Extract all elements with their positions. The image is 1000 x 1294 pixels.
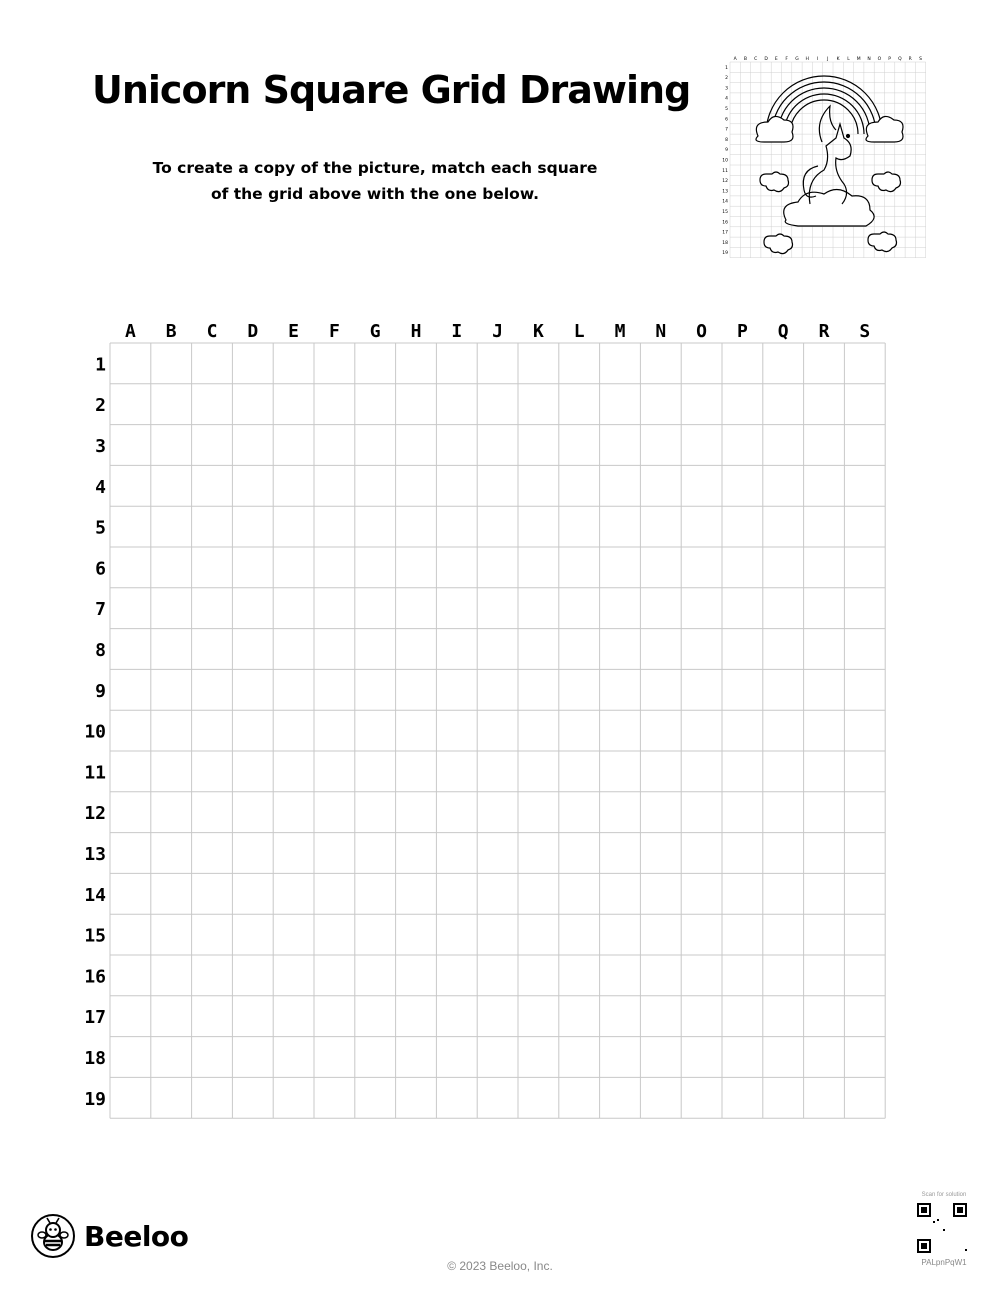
reference-column-label: K (836, 57, 840, 62)
column-label: N (655, 321, 667, 342)
column-label: M (614, 321, 626, 342)
reference-row-label: 5 (725, 106, 728, 112)
row-label: 2 (95, 395, 106, 417)
instructions-line-2: of the grid above with the one below. (210, 185, 540, 203)
reference-column-label: L (847, 57, 850, 62)
column-label: J (492, 321, 504, 342)
beeloo-logo (30, 1213, 188, 1259)
column-label: E (288, 321, 300, 342)
reference-row-label: 6 (725, 117, 728, 123)
copyright: © 2023 Beeloo, Inc. (447, 1259, 553, 1273)
reference-column-label: R (908, 57, 912, 62)
row-label: 13 (84, 844, 106, 865)
row-label: 19 (84, 1088, 106, 1110)
reference-row-label: 2 (725, 76, 728, 82)
column-label: O (696, 321, 708, 342)
row-label: 1 (95, 354, 106, 376)
column-label: B (165, 321, 177, 342)
column-label: L (573, 321, 585, 342)
reference-column-label: I (816, 57, 819, 62)
row-label: 14 (84, 884, 106, 906)
column-label: G (369, 321, 381, 342)
reference-column-label: O (877, 57, 882, 62)
reference-row-label: 14 (722, 199, 728, 205)
row-label: 4 (95, 476, 106, 498)
column-label: F (328, 321, 340, 342)
column-label: K (532, 321, 544, 342)
reference-row-label: 15 (722, 209, 728, 215)
column-label: A (124, 321, 136, 342)
qr-code-text: PALpnPqW1 (921, 1258, 967, 1267)
reference-column-label: G (795, 57, 799, 62)
reference-row-label: 9 (725, 148, 728, 154)
reference-row-label: 11 (722, 168, 728, 174)
column-label: H (410, 321, 422, 342)
reference-row-label: 17 (722, 230, 728, 236)
reference-column-label: C (754, 57, 758, 62)
row-label: 6 (95, 558, 106, 580)
reference-column-label: F (785, 57, 788, 62)
row-label: 15 (84, 925, 106, 947)
reference-column-label: S (919, 57, 922, 62)
reference-row-label: 4 (725, 96, 728, 102)
row-label: 3 (95, 436, 106, 457)
column-label: P (736, 321, 748, 342)
instructions-line-1: To create a copy of the picture, match each square (152, 159, 598, 177)
reference-row-label: 12 (722, 179, 728, 185)
row-label: 11 (84, 762, 106, 784)
reference-column-label: P (888, 57, 892, 62)
reference-row-label: 7 (725, 127, 728, 133)
reference-column-label: B (743, 57, 747, 62)
row-label: 12 (84, 803, 106, 825)
grid-lines (110, 343, 885, 1118)
row-label: 7 (95, 599, 106, 621)
reference-row-label: 13 (722, 189, 728, 195)
qr-caption: Scan for solution (921, 1192, 967, 1198)
qr-code-icon[interactable] (917, 1203, 967, 1253)
row-label: 8 (95, 640, 106, 661)
column-label: Q (777, 321, 789, 342)
row-label: 10 (84, 721, 106, 743)
column-label: D (247, 321, 259, 342)
reference-column-label: J (827, 57, 829, 62)
column-label: R (818, 321, 830, 342)
row-label: 18 (84, 1048, 106, 1069)
reference-column-label: D (764, 57, 768, 62)
column-label: I (451, 321, 463, 342)
bee-icon (30, 1213, 76, 1259)
reference-row-label: 16 (722, 220, 728, 226)
row-label: 16 (84, 966, 106, 988)
column-label: S (859, 321, 871, 342)
reference-column-label: M (856, 57, 861, 62)
row-label: 9 (95, 680, 106, 702)
reference-column-label: A (733, 57, 737, 62)
brand-name: Beeloo (84, 1219, 189, 1253)
reference-column-label: H (805, 57, 809, 62)
reference-row-label: 3 (725, 86, 728, 92)
page-title: Unicorn Square Grid Drawing (92, 68, 691, 112)
reference-row-label: 1 (725, 65, 728, 71)
reference-column-label: E (774, 57, 778, 62)
row-labels (84, 354, 106, 1109)
reference-row-label: 10 (722, 158, 728, 164)
row-label: 17 (84, 1007, 106, 1029)
column-labels (125, 321, 870, 342)
reference-column-label: Q (898, 57, 902, 62)
row-label: 5 (95, 517, 106, 539)
reference-row-label: 19 (722, 251, 728, 257)
reference-row-label: 18 (722, 240, 728, 246)
reference-row-label: 8 (725, 137, 728, 143)
reference-column-label: N (867, 57, 871, 62)
column-label: C (206, 321, 218, 342)
